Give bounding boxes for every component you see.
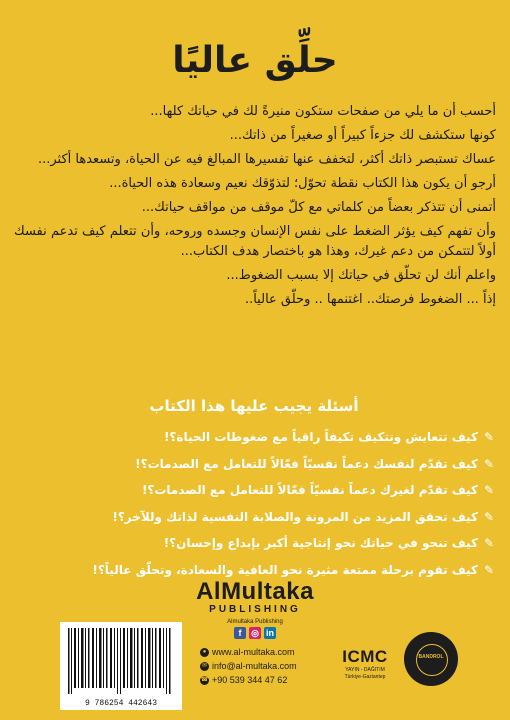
questions-heading: أسئلة يجيب عليها هذا الكتاب <box>149 397 359 415</box>
publisher-small-label: Almultaka Publishing <box>227 619 283 625</box>
questions-list <box>14 424 494 583</box>
pencil-icon: ✎ <box>483 536 494 550</box>
whatsapp-icon: ☎ <box>200 677 209 684</box>
facebook-icon[interactable]: f <box>234 627 246 639</box>
pencil-icon: ✎ <box>483 483 494 497</box>
blurb-paragraph: وأن تفهم كيف يؤثر الضغط على نفس الإنسان وجسده وروحه، وأن تتعلم كيف تدعم نفسك أولاً لتتمكن من دعم غيرك، وهذا هو باختصار هدف الكتاب... <box>14 224 496 259</box>
tax-stamp-seal <box>404 632 458 686</box>
question-text: كيف تقدّم لغيرك دعماً نفسيّاً فعّالاً للتعامل مع الصدمات؟! <box>141 483 478 497</box>
linkedin-icon[interactable]: in <box>266 628 274 638</box>
pencil-icon: ✎ <box>483 456 494 471</box>
isbn-barcode <box>60 622 182 710</box>
question-text: كيف تحقق المزيد من المرونة والصلابة النفسية لذاتك وللآخر؟! <box>112 509 478 524</box>
question-item <box>14 451 494 478</box>
pencil-icon: ✎ <box>483 509 494 524</box>
email-row[interactable] <box>200 659 320 673</box>
question-item <box>14 477 494 504</box>
distributor-line2: Türkiye-Gaziantep <box>344 674 386 680</box>
seal-ring <box>416 644 448 676</box>
phone-row[interactable] <box>200 673 320 687</box>
barcode-bars <box>60 622 182 696</box>
publisher-subtitle: PUBLISHING <box>209 604 301 615</box>
book-title: حلِّق عاليًا <box>172 40 338 81</box>
social-icons <box>180 627 330 639</box>
globe-icon: ● <box>200 648 209 657</box>
publisher-name: AlMultaka <box>196 578 314 605</box>
question-text: كيف تنحو في حياتك نحو إنتاجية أكبر بإبداع وإحسان؟! <box>163 536 478 550</box>
question-text: كيف تقوم برحلة ممتعة مثيرة نحو العافية والسعادة، وتحلّق عالياً؟! <box>92 562 478 577</box>
blurb-paragraph: عساك تستبصر ذاتك أكثر، لتخفف عنها تفسيرها المبالغ فيه عن الحياة، وتسعدها أكثر... <box>37 152 496 167</box>
blurb-text <box>14 102 496 314</box>
phone-number[interactable]: +90 539 344 47 62 <box>212 675 288 685</box>
publisher-logo <box>180 578 330 639</box>
pencil-icon: ✎ <box>483 562 494 577</box>
question-text: كيف تتعايش وتتكيف تكيفاً راقياً مع ضغوطات الحياة؟! <box>163 430 478 444</box>
blurb-paragraph: كونها ستكشف لك جزءاً كبيراً أو صغيراً من ذاتك... <box>229 128 496 143</box>
blurb-paragraph: أرجو أن يكون هذا الكتاب نقطة تحوّل؛ لتذوّقك نعيم وسعادة هذه الحياة... <box>109 176 496 191</box>
question-item <box>14 424 494 451</box>
instagram-icon[interactable]: ◎ <box>249 627 261 639</box>
mail-icon: ✉ <box>201 663 208 670</box>
pencil-icon: ✎ <box>483 430 494 444</box>
blurb-paragraph: واعلم أنك لن تحلّق في حياتك إلا بسبب الضغوط... <box>226 268 496 283</box>
email-link[interactable]: info@al-multaka.com <box>212 661 297 671</box>
blurb-paragraph: أحسب أن ما يلي من صفحات ستكون منيرةً لك في حياتك كلها... <box>150 104 496 119</box>
blurb-paragraph: أتمنى أن تتذكر بعضاً من كلماتي مع كلّ موقف من مواقف حياتك... <box>141 200 496 215</box>
blurb-paragraph: إذاً ... الضغوط فرصتك.. اغتنمها .. وحلّق عالياً.. <box>244 292 496 307</box>
seal-label: BANDROL <box>418 654 444 660</box>
distributor-name: ICMC <box>342 647 388 666</box>
question-text: كيف تقدّم لنفسك دعماً نفسيّاً فعّالاً للتعامل مع الصدمات؟! <box>135 456 478 471</box>
isbn-number: 9 786254 442643 <box>84 699 157 708</box>
website-link[interactable]: www.al-multaka.com <box>212 647 295 657</box>
publisher-contacts <box>200 645 320 687</box>
distributor-line1: YAYIN - DAĞITIM <box>345 667 385 673</box>
website-row[interactable] <box>200 645 320 659</box>
question-item <box>14 530 494 557</box>
distributor-logo <box>338 647 392 681</box>
question-item <box>14 504 494 531</box>
